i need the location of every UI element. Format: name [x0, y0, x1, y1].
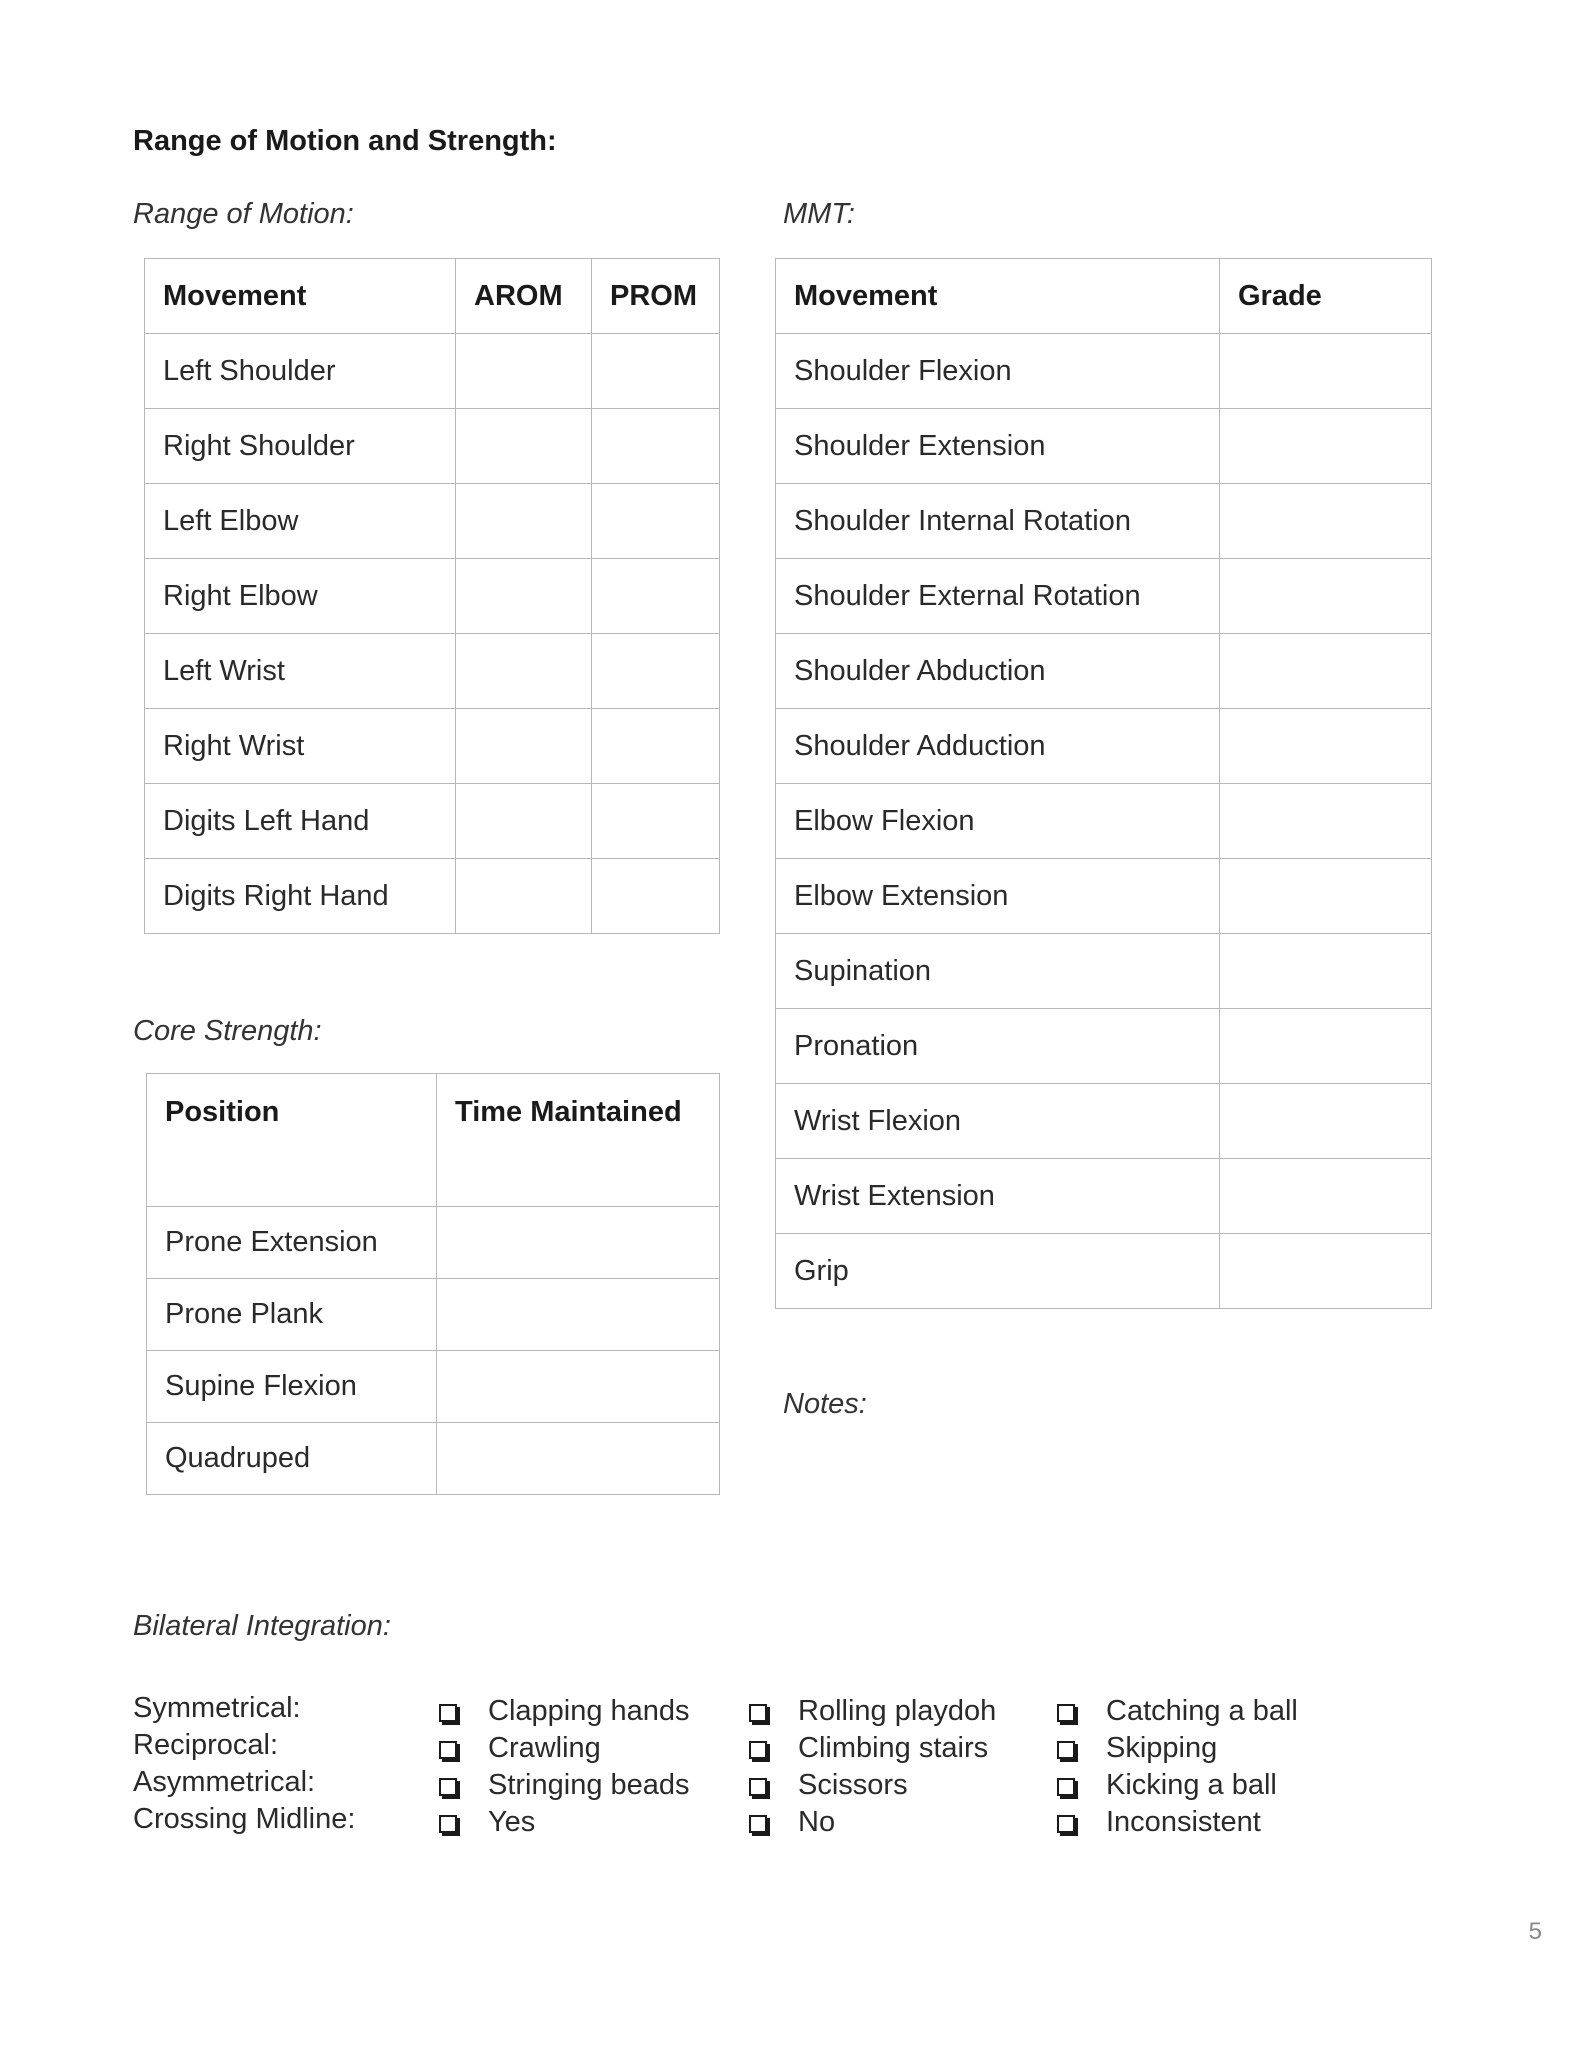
checkbox-icon[interactable] [439, 1778, 457, 1796]
checkbox-icon[interactable] [1057, 1778, 1075, 1796]
mmt-movement: Shoulder Adduction [776, 709, 1220, 784]
table-row [776, 709, 1432, 784]
rom-movement: Left Shoulder [145, 334, 456, 409]
checkbox-label: Kicking a ball [1106, 1769, 1277, 1801]
mmt-movement: Shoulder Extension [776, 409, 1220, 484]
core-position: Supine Flexion [147, 1351, 437, 1423]
mmt-label: MMT: [783, 198, 855, 230]
core-table [146, 1073, 720, 1495]
time-cell[interactable] [437, 1279, 720, 1351]
prom-cell[interactable] [592, 484, 720, 559]
table-row [776, 1159, 1432, 1234]
checkbox-icon[interactable] [1057, 1741, 1075, 1759]
checkbox-item[interactable] [743, 1693, 996, 1730]
mmt-header-row [776, 259, 1432, 334]
table-row [145, 559, 720, 634]
grade-cell[interactable] [1220, 1234, 1432, 1309]
grade-cell[interactable] [1220, 1159, 1432, 1234]
prom-cell[interactable] [592, 634, 720, 709]
prom-cell[interactable] [592, 409, 720, 484]
time-cell[interactable] [437, 1351, 720, 1423]
rom-movement: Digits Left Hand [145, 784, 456, 859]
arom-cell[interactable] [456, 859, 592, 934]
checkbox-icon[interactable] [749, 1704, 767, 1722]
checkbox-label: Catching a ball [1106, 1695, 1298, 1727]
arom-cell[interactable] [456, 409, 592, 484]
table-row [145, 409, 720, 484]
arom-cell[interactable] [456, 484, 592, 559]
table-row [147, 1279, 720, 1351]
checkbox-item[interactable] [1051, 1804, 1298, 1841]
grade-cell[interactable] [1220, 634, 1432, 709]
grade-cell[interactable] [1220, 1009, 1432, 1084]
rom-movement: Right Elbow [145, 559, 456, 634]
grade-cell[interactable] [1220, 859, 1432, 934]
arom-cell[interactable] [456, 634, 592, 709]
table-row [776, 859, 1432, 934]
rom-label: Range of Motion: [133, 198, 354, 230]
core-label: Core Strength: [133, 1015, 322, 1047]
checkbox-item[interactable] [433, 1730, 690, 1767]
prom-cell[interactable] [592, 784, 720, 859]
bilateral-label: Bilateral Integration: [133, 1610, 391, 1642]
table-row [145, 859, 720, 934]
rom-movement: Right Shoulder [145, 409, 456, 484]
table-row [776, 409, 1432, 484]
table-row [147, 1207, 720, 1279]
mmt-movement: Supination [776, 934, 1220, 1009]
grade-cell[interactable] [1220, 409, 1432, 484]
core-header-time: Time Maintained [437, 1074, 720, 1207]
checkbox-label: Clapping hands [488, 1695, 690, 1727]
checkbox-icon[interactable] [1057, 1704, 1075, 1722]
rom-header-prom: PROM [592, 259, 720, 334]
checkbox-icon[interactable] [439, 1704, 457, 1722]
checkbox-label: Scissors [798, 1769, 908, 1801]
arom-cell[interactable] [456, 784, 592, 859]
table-row [776, 559, 1432, 634]
checkbox-item[interactable] [433, 1804, 690, 1841]
checkbox-icon[interactable] [439, 1815, 457, 1833]
checkbox-label: Rolling playdoh [798, 1695, 997, 1727]
mmt-movement: Wrist Flexion [776, 1084, 1220, 1159]
checkbox-label: Skipping [1106, 1732, 1218, 1764]
arom-cell[interactable] [456, 709, 592, 784]
table-row [776, 484, 1432, 559]
grade-cell[interactable] [1220, 709, 1432, 784]
grade-cell[interactable] [1220, 934, 1432, 1009]
table-row [145, 484, 720, 559]
rom-header-movement: Movement [145, 259, 456, 334]
row-label-symmetrical: Symmetrical: [133, 1692, 301, 1724]
table-row [145, 709, 720, 784]
prom-cell[interactable] [592, 859, 720, 934]
mmt-movement: Elbow Flexion [776, 784, 1220, 859]
row-label-reciprocal: Reciprocal: [133, 1729, 279, 1761]
table-row [145, 634, 720, 709]
arom-cell[interactable] [456, 559, 592, 634]
rom-table [144, 258, 720, 934]
prom-cell[interactable] [592, 559, 720, 634]
table-row [147, 1351, 720, 1423]
checkbox-item[interactable] [1051, 1693, 1298, 1730]
core-position: Prone Extension [147, 1207, 437, 1279]
checkbox-item[interactable] [433, 1767, 690, 1804]
grade-cell[interactable] [1220, 1084, 1432, 1159]
bilateral-column-3 [1051, 1693, 1298, 1841]
checkbox-item[interactable] [1051, 1767, 1298, 1804]
checkbox-label: Climbing stairs [798, 1732, 989, 1764]
checkbox-icon[interactable] [749, 1741, 767, 1759]
notes-label: Notes: [783, 1388, 867, 1420]
checkbox-icon[interactable] [1057, 1815, 1075, 1833]
table-row [776, 1084, 1432, 1159]
checkbox-label: Crawling [488, 1732, 601, 1764]
mmt-movement: Grip [776, 1234, 1220, 1309]
checkbox-label: Inconsistent [1106, 1806, 1261, 1838]
mmt-movement: Shoulder Abduction [776, 634, 1220, 709]
checkbox-label: Stringing beads [488, 1769, 690, 1801]
table-row [776, 934, 1432, 1009]
mmt-movement: Shoulder Flexion [776, 334, 1220, 409]
rom-movement: Left Elbow [145, 484, 456, 559]
prom-cell[interactable] [592, 709, 720, 784]
table-row [776, 334, 1432, 409]
checkbox-item[interactable] [433, 1693, 690, 1730]
table-row [776, 1234, 1432, 1309]
mmt-movement: Shoulder Internal Rotation [776, 484, 1220, 559]
table-row [145, 784, 720, 859]
mmt-movement: Wrist Extension [776, 1159, 1220, 1234]
time-cell[interactable] [437, 1207, 720, 1279]
mmt-table [775, 258, 1432, 1309]
grade-cell[interactable] [1220, 484, 1432, 559]
table-row [147, 1423, 720, 1495]
section-heading: Range of Motion and Strength: [133, 125, 557, 157]
core-position: Quadruped [147, 1423, 437, 1495]
checkbox-item[interactable] [743, 1767, 996, 1804]
checkbox-label: No [798, 1806, 836, 1838]
grade-cell[interactable] [1220, 784, 1432, 859]
checkbox-label: Yes [488, 1806, 536, 1838]
checkbox-icon[interactable] [749, 1778, 767, 1796]
rom-header-arom: AROM [456, 259, 592, 334]
table-row [145, 334, 720, 409]
mmt-header-grade: Grade [1220, 259, 1432, 334]
bilateral-column-1 [433, 1693, 690, 1841]
prom-cell[interactable] [592, 334, 720, 409]
checkbox-item[interactable] [743, 1804, 996, 1841]
mmt-movement: Elbow Extension [776, 859, 1220, 934]
grade-cell[interactable] [1220, 559, 1432, 634]
checkbox-icon[interactable] [439, 1741, 457, 1759]
bilateral-row-labels [133, 1690, 355, 1838]
grade-cell[interactable] [1220, 334, 1432, 409]
core-header-row [147, 1074, 720, 1207]
checkbox-item[interactable] [1051, 1730, 1298, 1767]
page-number: 5 [1528, 1918, 1542, 1945]
checkbox-icon[interactable] [749, 1815, 767, 1833]
rom-movement: Digits Right Hand [145, 859, 456, 934]
row-label-asymmetrical: Asymmetrical: [133, 1766, 316, 1798]
table-row [776, 784, 1432, 859]
mmt-header-movement: Movement [776, 259, 1220, 334]
table-row [776, 634, 1432, 709]
core-position: Prone Plank [147, 1279, 437, 1351]
rom-header-row [145, 259, 720, 334]
arom-cell[interactable] [456, 334, 592, 409]
table-row [776, 1009, 1432, 1084]
rom-movement: Right Wrist [145, 709, 456, 784]
rom-movement: Left Wrist [145, 634, 456, 709]
core-header-position: Position [147, 1074, 437, 1207]
row-label-crossing-midline: Crossing Midline: [133, 1803, 356, 1835]
time-cell[interactable] [437, 1423, 720, 1495]
bilateral-column-2 [743, 1693, 996, 1841]
mmt-movement: Shoulder External Rotation [776, 559, 1220, 634]
mmt-movement: Pronation [776, 1009, 1220, 1084]
checkbox-item[interactable] [743, 1730, 996, 1767]
